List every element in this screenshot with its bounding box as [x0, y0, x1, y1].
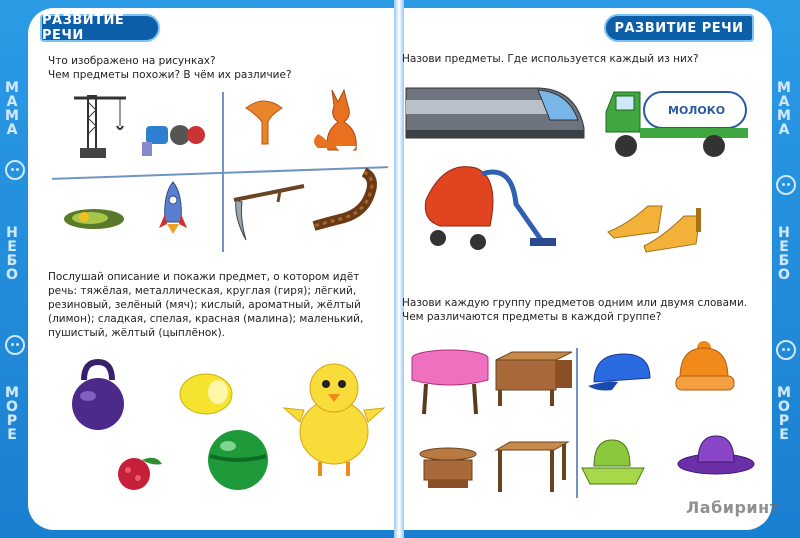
avocado-half-icon: [62, 206, 132, 232]
chanterelle-mushroom-icon: [244, 98, 284, 148]
side-word-left-2: НЕБО: [4, 225, 20, 281]
labirint-watermark: Лабиринт: [686, 498, 780, 517]
left-task2-line: резиновый, зелёный (мяч); кислый, ароматный, жёлтый: [48, 299, 361, 311]
ladies-hat-icon: [676, 430, 756, 478]
round-tablecloth-table-icon: [410, 348, 490, 418]
kitchen-table-icon: [494, 440, 570, 496]
writing-desk-icon: [494, 350, 574, 410]
side-word-right-1: МАМА: [776, 80, 792, 136]
knitted-hat-icon: [672, 340, 738, 396]
side-word-right-3: МОРЕ: [776, 385, 792, 441]
meat-grinder-icon: [140, 118, 210, 158]
side-word-right-2: НЕБО: [776, 225, 792, 281]
panama-hat-icon: [580, 434, 646, 490]
right-task2-line1: Назови каждую группу предметов одним или двумя словами.: [402, 297, 748, 309]
scythe-icon: [228, 182, 308, 242]
rocket-icon: [158, 180, 188, 236]
chick-icon: [282, 352, 388, 482]
kettlebell-icon: [60, 360, 136, 430]
left-task2-line: речь: тяжёлая, металлическая, круглая (гиря); лёгкий,: [48, 285, 357, 297]
side-word-left-3: МОРЕ: [4, 385, 20, 441]
face-icon: [776, 340, 796, 360]
left-task1-line2: Чем предметы похожи? В чём их различие?: [48, 69, 292, 81]
left-task2-line: пушистый, жёлтый (цыплёнок).: [48, 327, 226, 339]
coffee-table-icon: [418, 446, 478, 492]
book-spine: [394, 0, 404, 538]
left-task2-line: (лимон); сладкая, спелая, красная (малина); маленький,: [48, 313, 364, 325]
face-icon: [5, 335, 25, 355]
vacuum-cleaner-icon: [418, 160, 558, 254]
truck-milk-label: МОЛОКО: [668, 104, 726, 117]
fox-icon: [312, 86, 372, 158]
women-shoes-icon: [604, 196, 724, 252]
raspberry-icon: [106, 448, 166, 494]
braid-icon: [306, 168, 376, 230]
side-word-left-1: МАМА: [4, 80, 20, 136]
milk-tanker-truck-icon: [604, 86, 750, 160]
vertical-divider: [222, 92, 224, 252]
lemon-icon: [176, 368, 238, 420]
baseball-cap-icon: [586, 352, 656, 396]
right-task1: Назови предметы. Где используется каждый из них?: [402, 53, 699, 65]
left-header-banner: РАЗВИТИЕ РЕЧИ: [40, 14, 160, 42]
left-task2-line: Послушай описание и покажи предмет, о котором идёт: [48, 271, 360, 283]
left-task1-line1: Что изображено на рисунках?: [48, 55, 216, 67]
face-icon: [776, 175, 796, 195]
vertical-divider: [576, 348, 578, 498]
rubber-ball-icon: [206, 428, 270, 492]
high-speed-train-icon: [404, 80, 586, 142]
tower-crane-icon: [70, 88, 130, 163]
page-number: 56: [34, 512, 51, 526]
face-icon: [5, 160, 25, 180]
right-header-banner: РАЗВИТИЕ РЕЧИ: [604, 14, 754, 42]
right-task2-line2: Чем различаются предметы в каждой группе?: [402, 311, 662, 323]
